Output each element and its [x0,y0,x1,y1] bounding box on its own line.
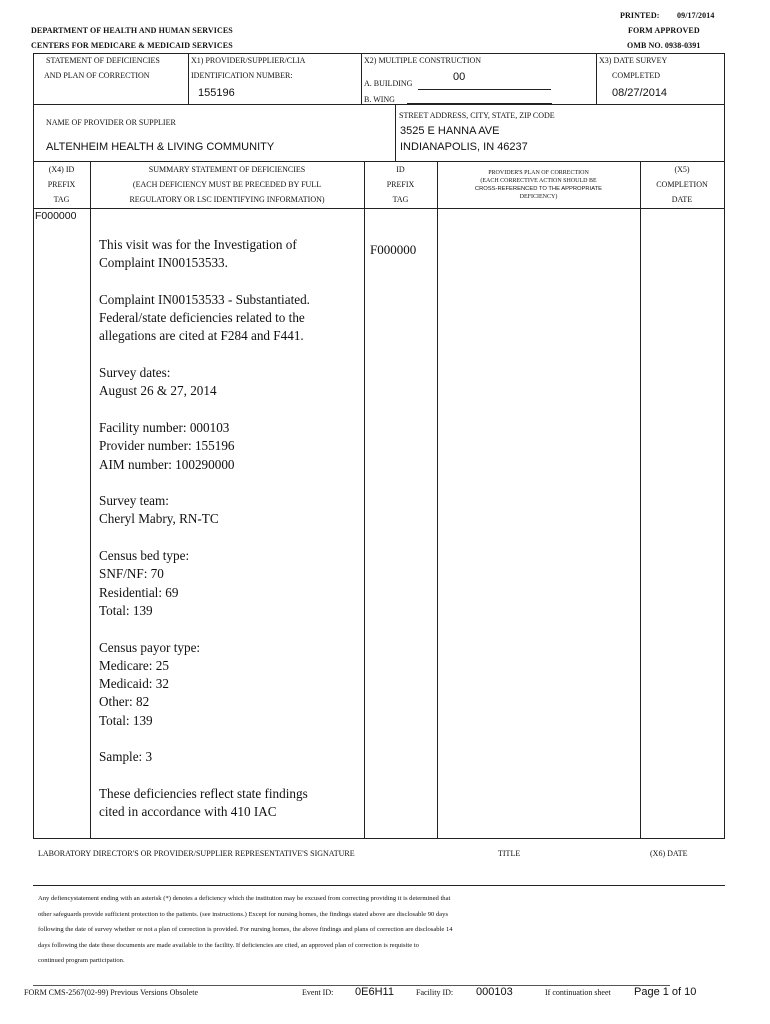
centers-title: CENTERS FOR MEDICARE & MEDICAID SERVICES [31,41,233,50]
event-id-label: Event ID: [302,988,334,997]
summary-paragraph [99,639,359,730]
survey-date-value: 08/27/2014 [612,87,668,99]
rule [724,161,725,838]
building-label: A. BUILDING [364,79,413,88]
address-label: STREET ADDRESS, CITY, STATE, ZIP CODE [399,111,555,120]
signature-label: LABORATORY DIRECTOR'S OR PROVIDER/SUPPLIER REPRESENTATIVE'S SIGNATURE [38,849,355,858]
rule [33,208,725,209]
summary-line: Total: 139 [99,712,153,728]
rule [33,53,725,54]
title-label: TITLE [498,849,521,858]
rule [596,53,597,104]
x3-label: X3) DATE SURVEY [599,56,668,65]
x5-header-3: DATE [671,195,693,204]
x4-header-2: PREFIX [47,180,76,189]
x6-date-label: (X6) DATE [650,849,688,858]
form-approved: FORM APPROVED [628,26,700,35]
summary-header: SUMMARY STATEMENT OF DEFICIENCIES [148,165,306,174]
summary-line: Facility number: 000103 [99,419,230,435]
summary-line: Cheryl Mabry, RN-TC [99,511,219,527]
plan-header-2: (EACH CORRECTIVE ACTION SHOULD BE [480,178,597,184]
address-line-2: INDIANAPOLIS, IN 46237 [400,141,528,153]
disclaimer-line: following the date of survey whether or not a plan of correction is provided. For nursing homes, the above findings and plans of correction are disclosable 14 [38,926,453,933]
rule [33,161,725,162]
facility-id-value: 000103 [476,986,513,998]
summary-paragraph [99,785,359,822]
summary-line: Residential: 69 [99,584,179,600]
rule [361,53,362,104]
rule [640,161,641,838]
printed-label: PRINTED: [620,11,660,20]
plan-header-4: DEFICIENCY) [519,194,558,200]
id-header-3: TAG [392,195,409,204]
summary-paragraph [99,492,359,529]
x1-label: X1) PROVIDER/SUPPLIER/CLIA [191,56,306,65]
rule [33,885,725,886]
disclaimer-line: continued program participation. [38,957,125,964]
summary-paragraph [99,291,359,346]
disclaimer-line: days following the date these documents are made available to the facility. If deficiencies are cited, an approved plan of correction is requisite to [38,941,419,949]
rule [90,161,91,838]
plan-header-3: CROSS-REFERENCED TO THE APPROPRIATE [474,186,603,192]
summary-line: Survey team: [99,493,169,509]
id-header: ID [396,165,405,174]
summary-line: Total: 139 [99,602,153,618]
x2-label: X2) MULTIPLE CONSTRUCTION [364,56,482,65]
summary-line: Medicare: 25 [99,657,169,673]
x5-header-2: COMPLETION [656,180,708,189]
continuation-label: If continuation sheet [545,988,611,997]
rule [33,985,670,986]
rule [395,104,396,162]
summary-line: Sample: 3 [99,749,153,765]
address-line-1: 3525 E HANNA AVE [400,125,500,137]
summary-header-3: REGULATORY OR LSC IDENTIFYING INFORMATION) [129,195,325,204]
summary-line: Provider number: 155196 [99,438,235,454]
provider-id-value: 155196 [198,87,235,99]
event-id-value: 0E6H11 [355,986,394,998]
disclaimer-line: other safeguards provide sufficient protection to the patients. (see instructions.) Except for nursing homes, the findings stated above are disclosable 90 days [38,910,449,918]
summary-line: allegations are cited at F284 and F441. [99,328,304,344]
summary-paragraph [99,419,359,474]
page-number: Page 1 of 10 [634,986,697,998]
summary-line: Survey dates: [99,365,171,381]
department-title: DEPARTMENT OF HEALTH AND HUMAN SERVICES [31,26,233,35]
printed-date: 09/17/2014 [677,11,715,20]
summary-paragraph [99,364,359,401]
summary-line: Other: 82 [99,694,150,710]
tag-prefix-right: F000000 [370,242,417,257]
summary-line: These deficiencies reflect state findings [99,785,308,801]
rule [33,104,34,162]
summary-line: Census payor type: [99,639,201,655]
statement-label: STATEMENT OF DEFICIENCIES [46,56,160,65]
summary-line: August 26 & 27, 2014 [99,383,217,399]
disclaimer-line: Any defiencystatement ending with an asterisk (*) denotes a deficiency which the institution may be excused from correcting providing it is determined that [38,895,451,902]
building-underline [418,89,551,90]
rule [33,53,34,104]
plan-header: PROVIDER'S PLAN OF CORRECTION [488,170,589,176]
form-number: FORM CMS-2567(02-99) Previous Versions Obsolete [24,988,199,997]
summary-line: Complaint IN00153533 - Substantiated. [99,291,310,307]
disclaimer [38,891,638,969]
rule [724,53,725,104]
x5-header: (X5) [674,165,690,174]
summary-line: Census bed type: [99,548,190,564]
summary-paragraph [99,547,359,620]
summary-line: Complaint IN00153533. [99,255,228,271]
summary-paragraph [99,748,359,766]
summary-line: AIM number: 100290000 [99,456,235,472]
statement-label-2: AND PLAN OF CORRECTION [44,71,150,80]
summary-line: SNF/NF: 70 [99,566,164,582]
summary-line: Medicaid: 32 [99,676,169,692]
provider-name-label: NAME OF PROVIDER OR SUPPLIER [46,118,176,127]
facility-id-label: Facility ID: [416,988,454,997]
rule [188,53,189,104]
rule [33,104,725,105]
rule [364,161,365,838]
summary-line: Federal/state deficiencies related to the [99,310,305,326]
summary-header-2: (EACH DEFICIENCY MUST BE PRECEDED BY FULL [132,180,322,189]
wing-underline [407,103,552,104]
omb-number: OMB NO. 0938-0391 [627,41,701,50]
id-header-2: PREFIX [386,180,415,189]
x1-label-2: IDENTIFICATION NUMBER: [191,71,293,80]
building-value: 00 [453,71,466,83]
rule [33,161,34,838]
wing-label: B. WING [364,95,395,104]
rule [437,161,438,838]
x3-label-2: COMPLETED [612,71,660,80]
provider-name-value: ALTENHEIM HEALTH & LIVING COMMUNITY [46,141,275,153]
x4-header-3: TAG [53,195,70,204]
deficiency-summary-text [99,236,359,840]
summary-paragraph [99,236,359,273]
summary-line: cited in accordance with 410 IAC [99,804,277,820]
tag-prefix-left: F000000 [35,210,77,222]
summary-line: This visit was for the Investigation of [99,237,297,252]
x4-header: (X4) ID [48,165,75,174]
rule [724,104,725,162]
